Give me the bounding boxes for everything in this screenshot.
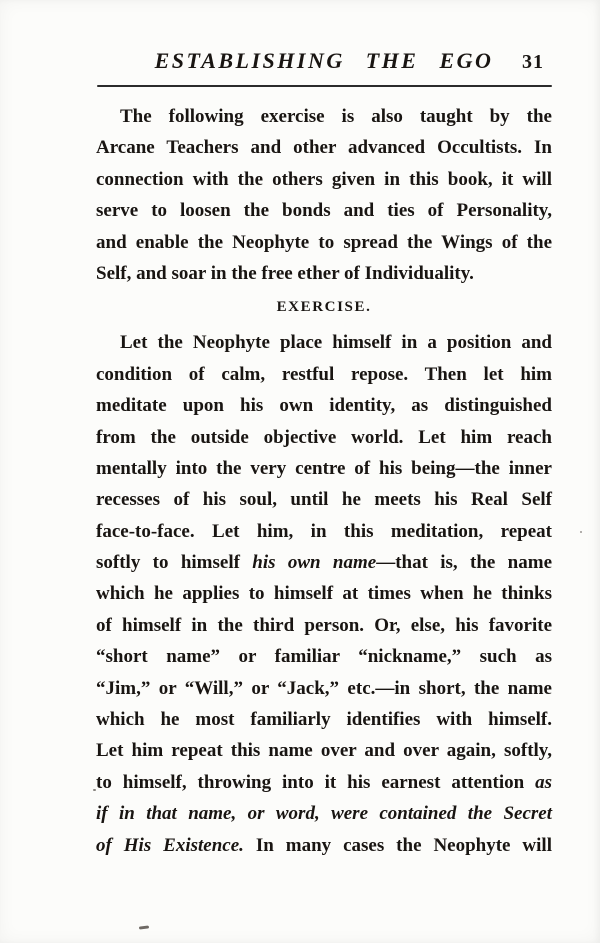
- text-segment: Self, and soar in the free ether of Individuality.: [96, 262, 474, 284]
- text-segment: softly to himself: [96, 552, 253, 574]
- text-line: [96, 453, 552, 484]
- text-segment: Arcane Teachers and other advanced Occultists. In: [96, 137, 552, 159]
- text-line: [96, 798, 552, 829]
- text-segment: which he most familiarly identifies with himself.: [96, 709, 552, 731]
- text-segment: to himself, throwing into it his earnest attention: [96, 771, 536, 793]
- text-segment: serve to loosen the bonds and ties of Personality,: [96, 200, 552, 222]
- text-segment: from the outside objective world. Let him reach: [96, 426, 552, 448]
- text-line: [96, 673, 552, 704]
- paragraph-exercise: [96, 327, 552, 861]
- text-segment: Let him repeat this name over and over again, softly,: [96, 740, 552, 762]
- text-line: [96, 164, 552, 195]
- page-body: [96, 101, 552, 861]
- text-segment: meditate upon his own identity, as distinguished: [96, 395, 552, 417]
- text-segment: In many cases the Neophyte will: [243, 834, 552, 856]
- text-segment: recesses of his soul, until he meets his Real Self: [96, 489, 552, 511]
- text-line: [96, 547, 552, 578]
- text-segment: “Jim,” or “Will,” or “Jack,” etc.—in short, the name: [96, 677, 552, 699]
- scan-speck-left-margin: [93, 789, 96, 791]
- page-number: 31: [522, 51, 544, 73]
- section-heading: EXERCISE.: [276, 299, 372, 316]
- text-line: [96, 195, 552, 226]
- text-line: [96, 422, 552, 453]
- text-segment: of himself in the third person. Or, else, his favorite: [96, 614, 552, 636]
- text-segment: condition of calm, restful repose. Then let him: [96, 363, 552, 385]
- text-line: [96, 830, 552, 861]
- text-segment: mentally into the very centre of his being—the inner: [96, 457, 552, 479]
- text-line: [96, 258, 552, 289]
- text-segment-italic: of His Existence.: [96, 834, 244, 856]
- running-head: [96, 48, 552, 80]
- text-segment: Let the Neophyte place himself in a position and: [120, 332, 552, 354]
- paragraph-intro: [96, 101, 552, 289]
- text-line: [96, 641, 552, 672]
- text-segment: —that is, the name: [376, 552, 552, 574]
- scan-speck-right-margin: [580, 531, 582, 533]
- text-line: [96, 516, 552, 547]
- text-line: [96, 767, 552, 798]
- text-line: [96, 227, 552, 258]
- text-line: [96, 359, 552, 390]
- text-line: [96, 704, 552, 735]
- header-rule: [97, 85, 552, 87]
- text-line: [96, 390, 552, 421]
- text-line: [96, 101, 552, 132]
- text-segment: The following exercise is also taught by the: [120, 106, 552, 127]
- text-segment: and enable the Neophyte to spread the Wings of the: [96, 231, 552, 253]
- text-line: [96, 735, 552, 766]
- page-title: ESTABLISHING THE EGO: [154, 48, 494, 73]
- text-line: [96, 132, 552, 163]
- text-line: [96, 484, 552, 515]
- text-segment-italic: as: [535, 771, 552, 793]
- text-line: [96, 610, 552, 641]
- text-segment-italic: his own name: [252, 552, 377, 574]
- text-segment-italic: if in that name, or word, were contained the Secret: [96, 803, 552, 825]
- scan-mark-bottom: [139, 925, 149, 929]
- text-line: [96, 578, 552, 609]
- text-line: [96, 327, 552, 358]
- text-segment: connection with the others given in this book, it will: [96, 168, 552, 190]
- text-segment: face-to-face. Let him, in this meditation, repeat: [96, 520, 552, 542]
- text-segment: “short name” or familiar “nickname,” such as: [96, 646, 552, 668]
- text-segment: which he applies to himself at times when he thinks: [96, 583, 552, 605]
